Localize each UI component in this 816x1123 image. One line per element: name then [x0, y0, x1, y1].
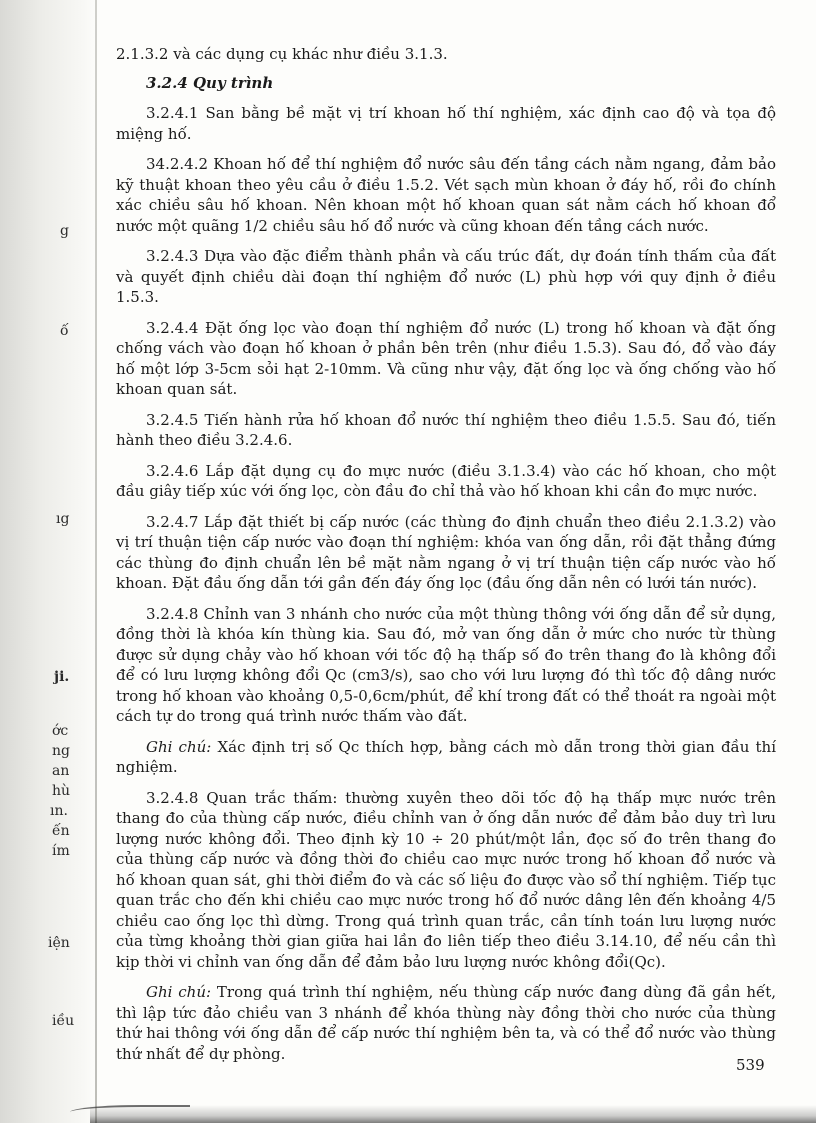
margin-fragment: ng: [52, 743, 70, 759]
margin-fragment: an: [52, 763, 70, 779]
paragraph: 3.2.4.7 Lắp đặt thiết bị cấp nước (các thùng đo định chuẩn theo điều 2.1.3.2) vào vị trí thuận tiện cấp nước vào đoạn thí nghiệm: khóa van ống dẫn, rồi đặt thẳng đứng các thùng đo định chuẩn lên bề mặt nằm ngang ở vị trí thuận tiện cấp nước vào hố khoan. Đặt đầu ống dẫn tới gần đến đáy ống lọc (đầu ống dẫn nên có lưới tán nước).: [116, 512, 776, 592]
margin-fragment: ıg: [56, 511, 70, 527]
paragraph: 3.2.4.3 Dựa vào đặc điểm thành phần và cấu trúc đất, dự đoán tính thấm của đất và quyết định chiều dài đoạn thí nghiệm đổ nước (L) phù hợp với quy định ở điều 1.5.3.: [116, 247, 776, 306]
paragraph: 3.2.4.6 Lắp đặt dụng cụ đo mực nước (điều 3.1.3.4) vào các hố khoan, cho một đầu giây tiếp xúc với ống lọc, còn đầu đo chỉ thả vào hố khoan khi cần đo mực nước.: [116, 461, 776, 500]
margin-fragment: ến: [52, 823, 70, 839]
paragraph: 3.2.4.4 Đặt ống lọc vào đoạn thí nghiệm đổ nước (L) trong hố khoan và đặt ống chống vách vào đoạn hố khoan ở phần bên trên (như điều 1.5.3). Sau đó, đổ vào đáy hố một lớp 3-5cm sỏi hạt 2-10mm. Và cũng như vậy, đặt ống lọc và ống chống vào hố khoan quan sát.: [116, 318, 776, 398]
paragraph: 3.2.4.5 Tiến hành rửa hố khoan đổ nước thí nghiệm theo điều 1.5.5. Sau đó, tiến hành theo điều 3.2.4.6.: [116, 410, 776, 449]
spine-line: [95, 0, 97, 1123]
page-bottom-shadow: [90, 1105, 816, 1123]
margin-fragment: hù: [52, 783, 71, 799]
margin-fragment: ím: [52, 843, 70, 859]
margin-fragment: iện: [48, 935, 70, 951]
paragraph: 3.2.4.1 San bằng bề mặt vị trí khoan hố thí nghiệm, xác định cao độ và tọa độ miệng hố.: [116, 104, 776, 143]
page-curl: [70, 1105, 190, 1117]
margin-fragment: g: [60, 223, 69, 239]
margin-fragment: ji.: [54, 669, 70, 685]
margin-fragment: ố: [60, 323, 69, 339]
margin-fragment: iều: [52, 1013, 75, 1029]
note-paragraph: [116, 982, 776, 1064]
margin-fragment: ın.: [50, 803, 68, 819]
note-text: Trong quá trình thí nghiệm, nếu thùng cấp nước đang dùng đã gần hết, thì lập tức đảo chiều van 3 nhánh để khóa thùng này đồng thời cho nước của thùng thứ hai thông với ống dẫn để cấp nước thí nghiệm bên ta, và có thể đổ nước vào thùng thứ nhất để dự phòng.: [116, 983, 777, 1063]
note-label: Ghi chú:: [146, 983, 212, 1001]
intro-line: 2.1.3.2 và các dụng cụ khác như điều 3.1.3.: [116, 45, 448, 63]
paragraph: 34.2.4.2 Khoan hố để thí nghiệm đổ nước sâu đến tầng cách nằm ngang, đảm bảo kỹ thuật khoan theo yêu cầu ở điều 1.5.2. Vét sạch mùn khoan ở đáy hố, rồi đo chính xác chiều sâu hố khoan. Nên khoan một hố khoan quan sát nằm cách hố khoan đổ nước một quãng 1/2 chiều sâu hố đổ nước và cũng khoan đến tầng cách nước.: [116, 155, 776, 235]
margin-fragment: ớc: [52, 723, 69, 739]
page-number: 539: [736, 1056, 765, 1074]
note-text: Xác định trị số Qc thích hợp, bằng cách mò dẫn trong thời gian đầu thí nghiệm.: [116, 737, 777, 776]
previous-page-margin: [0, 0, 95, 1123]
note-paragraph: [116, 737, 776, 778]
paragraph: 3.2.4.8 Chỉnh van 3 nhánh cho nước của một thùng thông với ống dẫn để sử dụng, đồng thời là khóa kín thùng kia. Sau đó, mở van ống dẫn ở mức cho nước từ thùng được sử dụng chảy vào hố khoan với tốc độ hạ thấp số đo trên thang đo là không đổi để có lưu lượng không đổi Qc (cm3/s), sao cho với lưu lượng đó thì tốc độ dâng nước trong hố khoan vào khoảng 0,5-0,6cm/phút, để khí trong đất có thể thoát ra ngoài một cách tự do trong quá trình nước thấm vào đất.: [116, 604, 776, 725]
paragraph: 3.2.4.8 Quan trắc thấm: thường xuyên theo dõi tốc độ hạ thấp mực nước trên thang đo của thùng cấp nước, điều chỉnh van ở ống dẫn nước để đảm bảo duy trì lưu lượng nước không đổi. Theo định kỳ 10 ÷ 20 phút/một lần, đọc số đo trên thang đo của thùng cấp nước và đồng thời đo chiều cao mực nước trong hố khoan đổ nước và hố khoan quan sát, ghi thời điểm đo và các số liệu đo được vào sổ thí nghiệm. Tiếp tục quan trắc cho đến khi chiều cao mực nước trong hố đổ nước dâng lên đến khoảng 4/5 chiều cao ống lọc thì dừng. Trong quá trình quan trắc, cần tính toán lưu lượng nước của từng khoảng thời gian giữa hai lần đo liên tiếp theo điều 3.14.10, để nếu cần thì kịp thời vi chỉnh van ống dẫn để đảm bảo lưu lượng nước không đổi(Qc).: [116, 788, 776, 971]
page-body: [116, 44, 776, 1074]
section-heading: 3.2.4 Quy trình: [146, 73, 274, 92]
note-label: Ghi chú:: [146, 737, 212, 756]
